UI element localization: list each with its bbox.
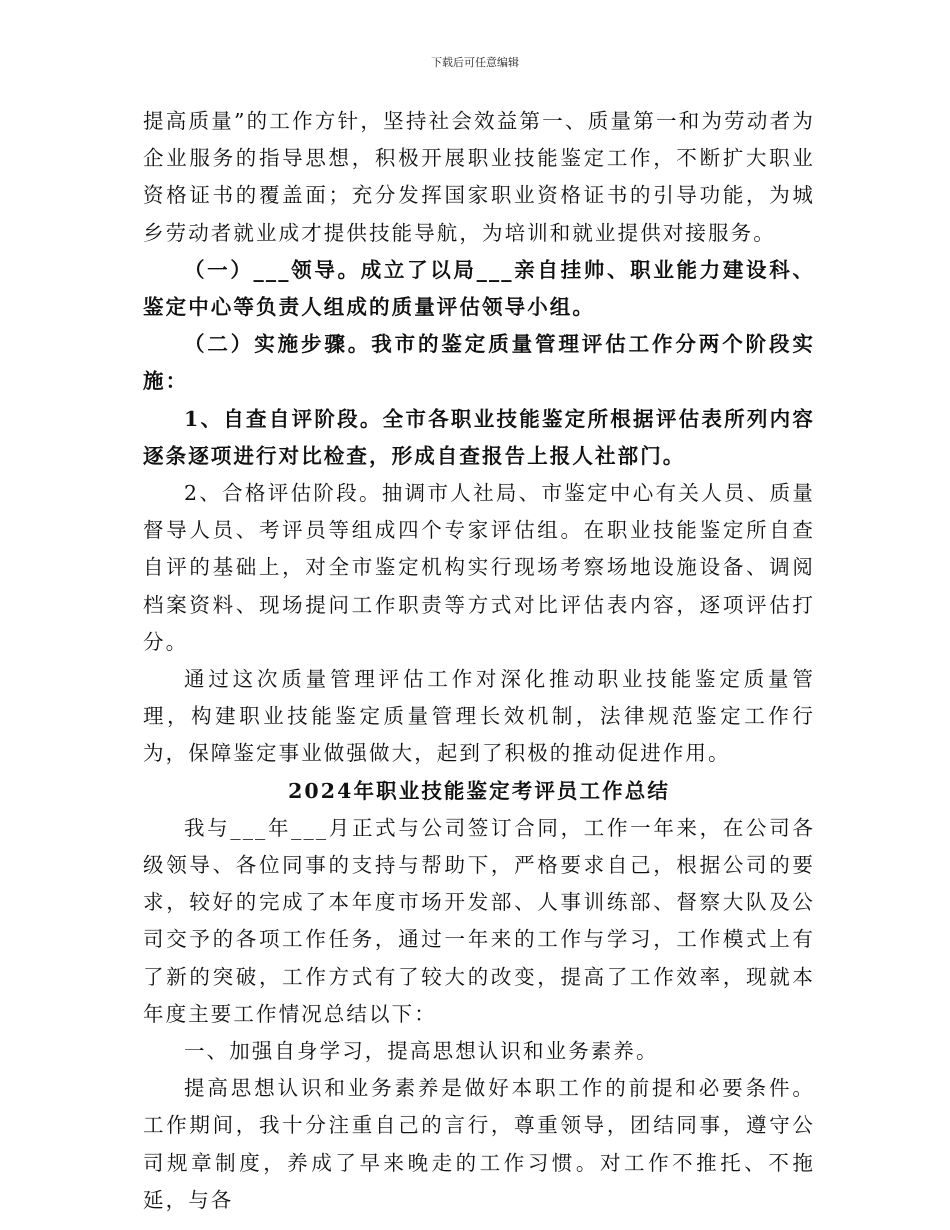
- paragraph-contract: 我与___年___月正式与公司签订合同，工作一年来，在公司各级领导、各位同事的支持与帮助下，严格要求自己，根据公司的要求，较好的完成了本年度市场开发部、人事训练部、督察大队及公司交予的各项工作任务，通过一年来的工作与学习，工作模式上有了新的突破，工作方式有了较大的改变，提高了工作效率，现就本年度主要工作情况总结以下：: [143, 815, 815, 1026]
- summary-title: 2024年职业技能鉴定考评员工作总结: [288, 778, 670, 803]
- paragraph-conclusion: 通过这次质量管理评估工作对深化推动职业技能鉴定质量管理，构建职业技能鉴定质量管理长效机制，法律规范鉴定工作行为，保障鉴定事业做强做大，起到了积极的推动促进作用。: [143, 667, 815, 766]
- step-qualification: 2、合格评估阶段。抽调市人社局、市鉴定中心有关人员、质量督导人员、考评员等组成四个专家评估组。在职业技能鉴定所自查自评的基础上，对全市鉴定机构实行现场考察场地设施设备、调阅档案资料、现场提问工作职责等方式对比评估表内容，逐项评估打分。: [143, 481, 815, 654]
- heading-study: 一、加强自身学习，提高思想认识和业务素养。: [184, 1039, 659, 1064]
- section-steps: （二）实施步骤。我市的鉴定质量管理评估工作分两个阶段实施：: [143, 332, 815, 394]
- paragraph-intro: 提高质量”的工作方针，坚持社会效益第一、质量第一和为劳动者为企业服务的指导思想，积极开展职业技能鉴定工作，不断扩大职业资格证书的覆盖面；充分发挥国家职业资格证书的引导功能，为城乡劳动者就业成才提供技能导航，为培训和就业提供对接服务。: [143, 109, 815, 245]
- document-body: [143, 103, 815, 1219]
- step-self-check: 1、自查自评阶段。全市各职业技能鉴定所根据评估表所列内容逐条逐项进行对比检查，形成自查报告上报人社部门。: [143, 406, 815, 468]
- paragraph-study: 提高思想认识和业务素养是做好本职工作的前提和必要条件。工作期间，我十分注重自己的言行，尊重领导，团结同事，遵守公司规章制度，养成了早来晚走的工作习惯。对工作不推托、不拖延，与各: [143, 1076, 815, 1212]
- section-leadership: （一）___领导。成立了以局___亲自挂帅、职业能力建设科、鉴定中心等负责人组成的质量评估领导小组。: [143, 257, 815, 320]
- page-header: 下载后可任意编辑: [431, 56, 519, 69]
